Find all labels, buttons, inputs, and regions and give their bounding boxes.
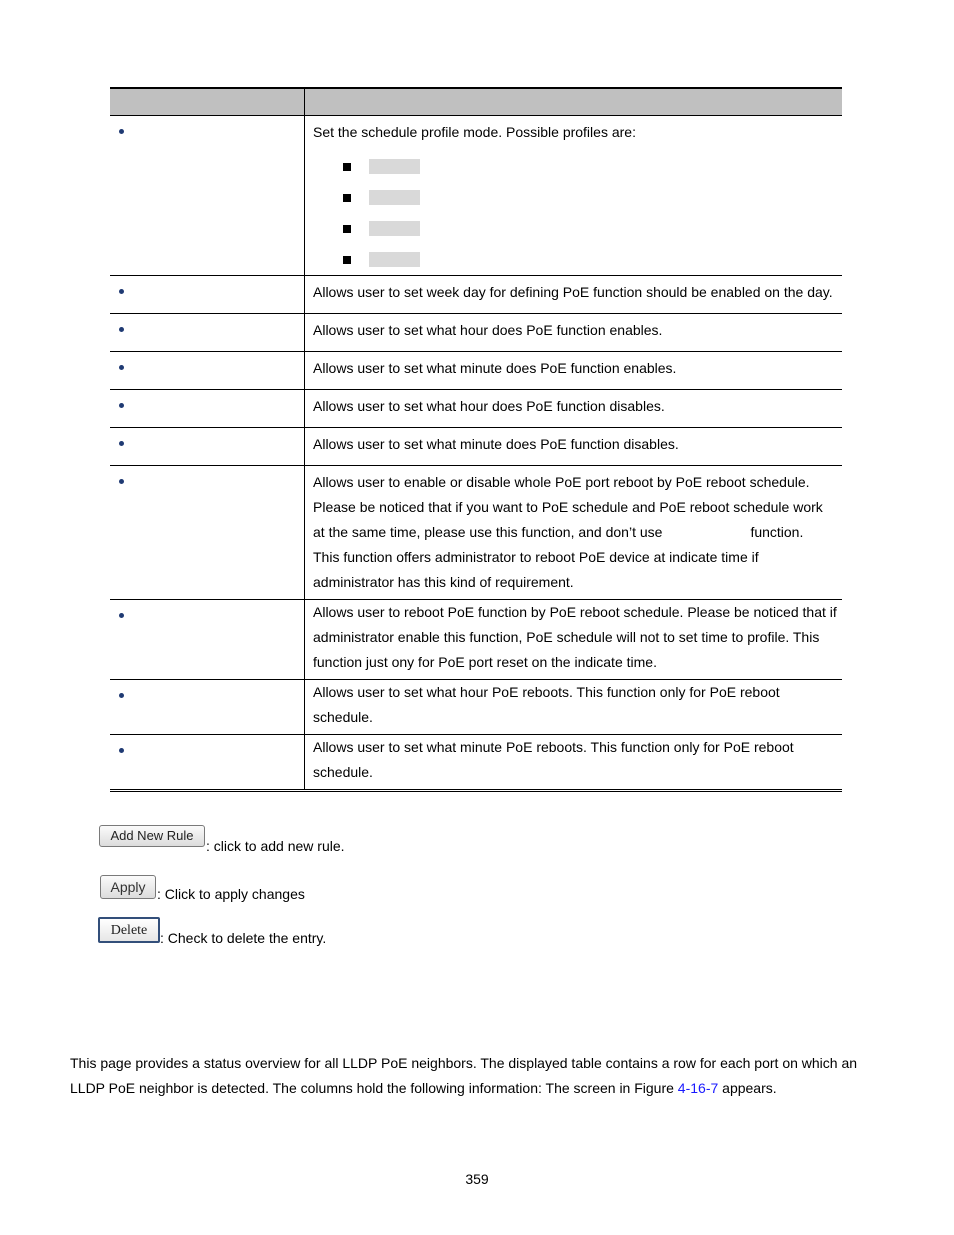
row-description: Allows user to set what hour does PoE function disables. [313, 398, 665, 414]
profile-name [369, 252, 420, 267]
delete-button[interactable]: Delete [98, 917, 160, 943]
table-row [110, 428, 842, 466]
table-row [110, 466, 842, 600]
square-bullet-icon [343, 194, 351, 202]
table-header-row [110, 88, 842, 116]
profile-name [369, 159, 420, 174]
bullet-icon [119, 365, 124, 370]
bullet-icon [119, 479, 124, 484]
row-description: Allows user to set what hour PoE reboots. This function only for PoE reboot schedule. [313, 684, 780, 725]
header-description [305, 88, 843, 116]
bullet-icon [119, 129, 124, 134]
table-row [110, 352, 842, 390]
profile-name [369, 221, 420, 236]
row-description: Allows user to set what minute does PoE function enables. [313, 360, 677, 376]
list-item [343, 244, 842, 275]
list-item [343, 182, 842, 213]
figure-link[interactable]: 4-16-7 [677, 1080, 719, 1096]
table-row [110, 276, 842, 314]
row-description: Allows user to enable or disable whole PoE port reboot by PoE reboot schedule. Please be noticed that if you want to PoE schedule and PoE reboot schedule work at the same time, please use this function, and don’t use function. This function offers administrator to reboot PoE device at indicate time if administrator has this kind of requirement. [313, 474, 823, 590]
apply-button[interactable]: Apply [100, 875, 156, 899]
profile-list [305, 151, 842, 275]
bullet-icon [119, 441, 124, 446]
table-row [110, 314, 842, 352]
intro-paragraph: This page provides a status overview for all LLDP PoE neighbors. The displayed table contains a row for each port on which an LLDP PoE neighbor is detected. The columns hold the following information: The screen in Figure 4-16-7 appears. [70, 1055, 858, 1096]
page-number: 359 [465, 1171, 489, 1187]
row-description: Allows user to set what hour does PoE function enables. [313, 322, 663, 338]
square-bullet-icon [343, 163, 351, 171]
table-row [110, 600, 842, 680]
bullet-icon [119, 693, 124, 698]
add-new-rule-button[interactable]: Add New Rule [99, 825, 205, 847]
row-description: Set the schedule profile mode. Possible profiles are: [313, 124, 636, 140]
bullet-icon [119, 327, 124, 332]
parameter-table [110, 87, 842, 792]
list-item [343, 151, 842, 182]
square-bullet-icon [343, 256, 351, 264]
bullet-icon [119, 613, 124, 618]
table-row [110, 680, 842, 735]
table-row [110, 116, 842, 276]
bullet-icon [119, 403, 124, 408]
square-bullet-icon [343, 225, 351, 233]
list-item [343, 213, 842, 244]
table-row [110, 735, 842, 791]
row-description: Allows user to set week day for defining PoE function should be enabled on the day. [313, 284, 833, 300]
delete-description: : Check to delete the entry. [160, 930, 327, 946]
bullet-icon [119, 289, 124, 294]
row-description: Allows user to set what minute does PoE function disables. [313, 436, 679, 452]
add-new-rule-description: : click to add new rule. [206, 838, 345, 854]
row-description: Allows user to reboot PoE function by PoE reboot schedule. Please be noticed that if administrator enable this function, PoE schedule will not to set time to profile. This function just ony for PoE port reset on the indicate time. [313, 604, 837, 670]
table-row [110, 390, 842, 428]
header-object [110, 88, 305, 116]
row-description: Allows user to set what minute PoE reboots. This function only for PoE reboot schedule. [313, 739, 794, 780]
apply-description: : Click to apply changes [157, 886, 305, 902]
profile-name [369, 190, 420, 205]
bullet-icon [119, 748, 124, 753]
